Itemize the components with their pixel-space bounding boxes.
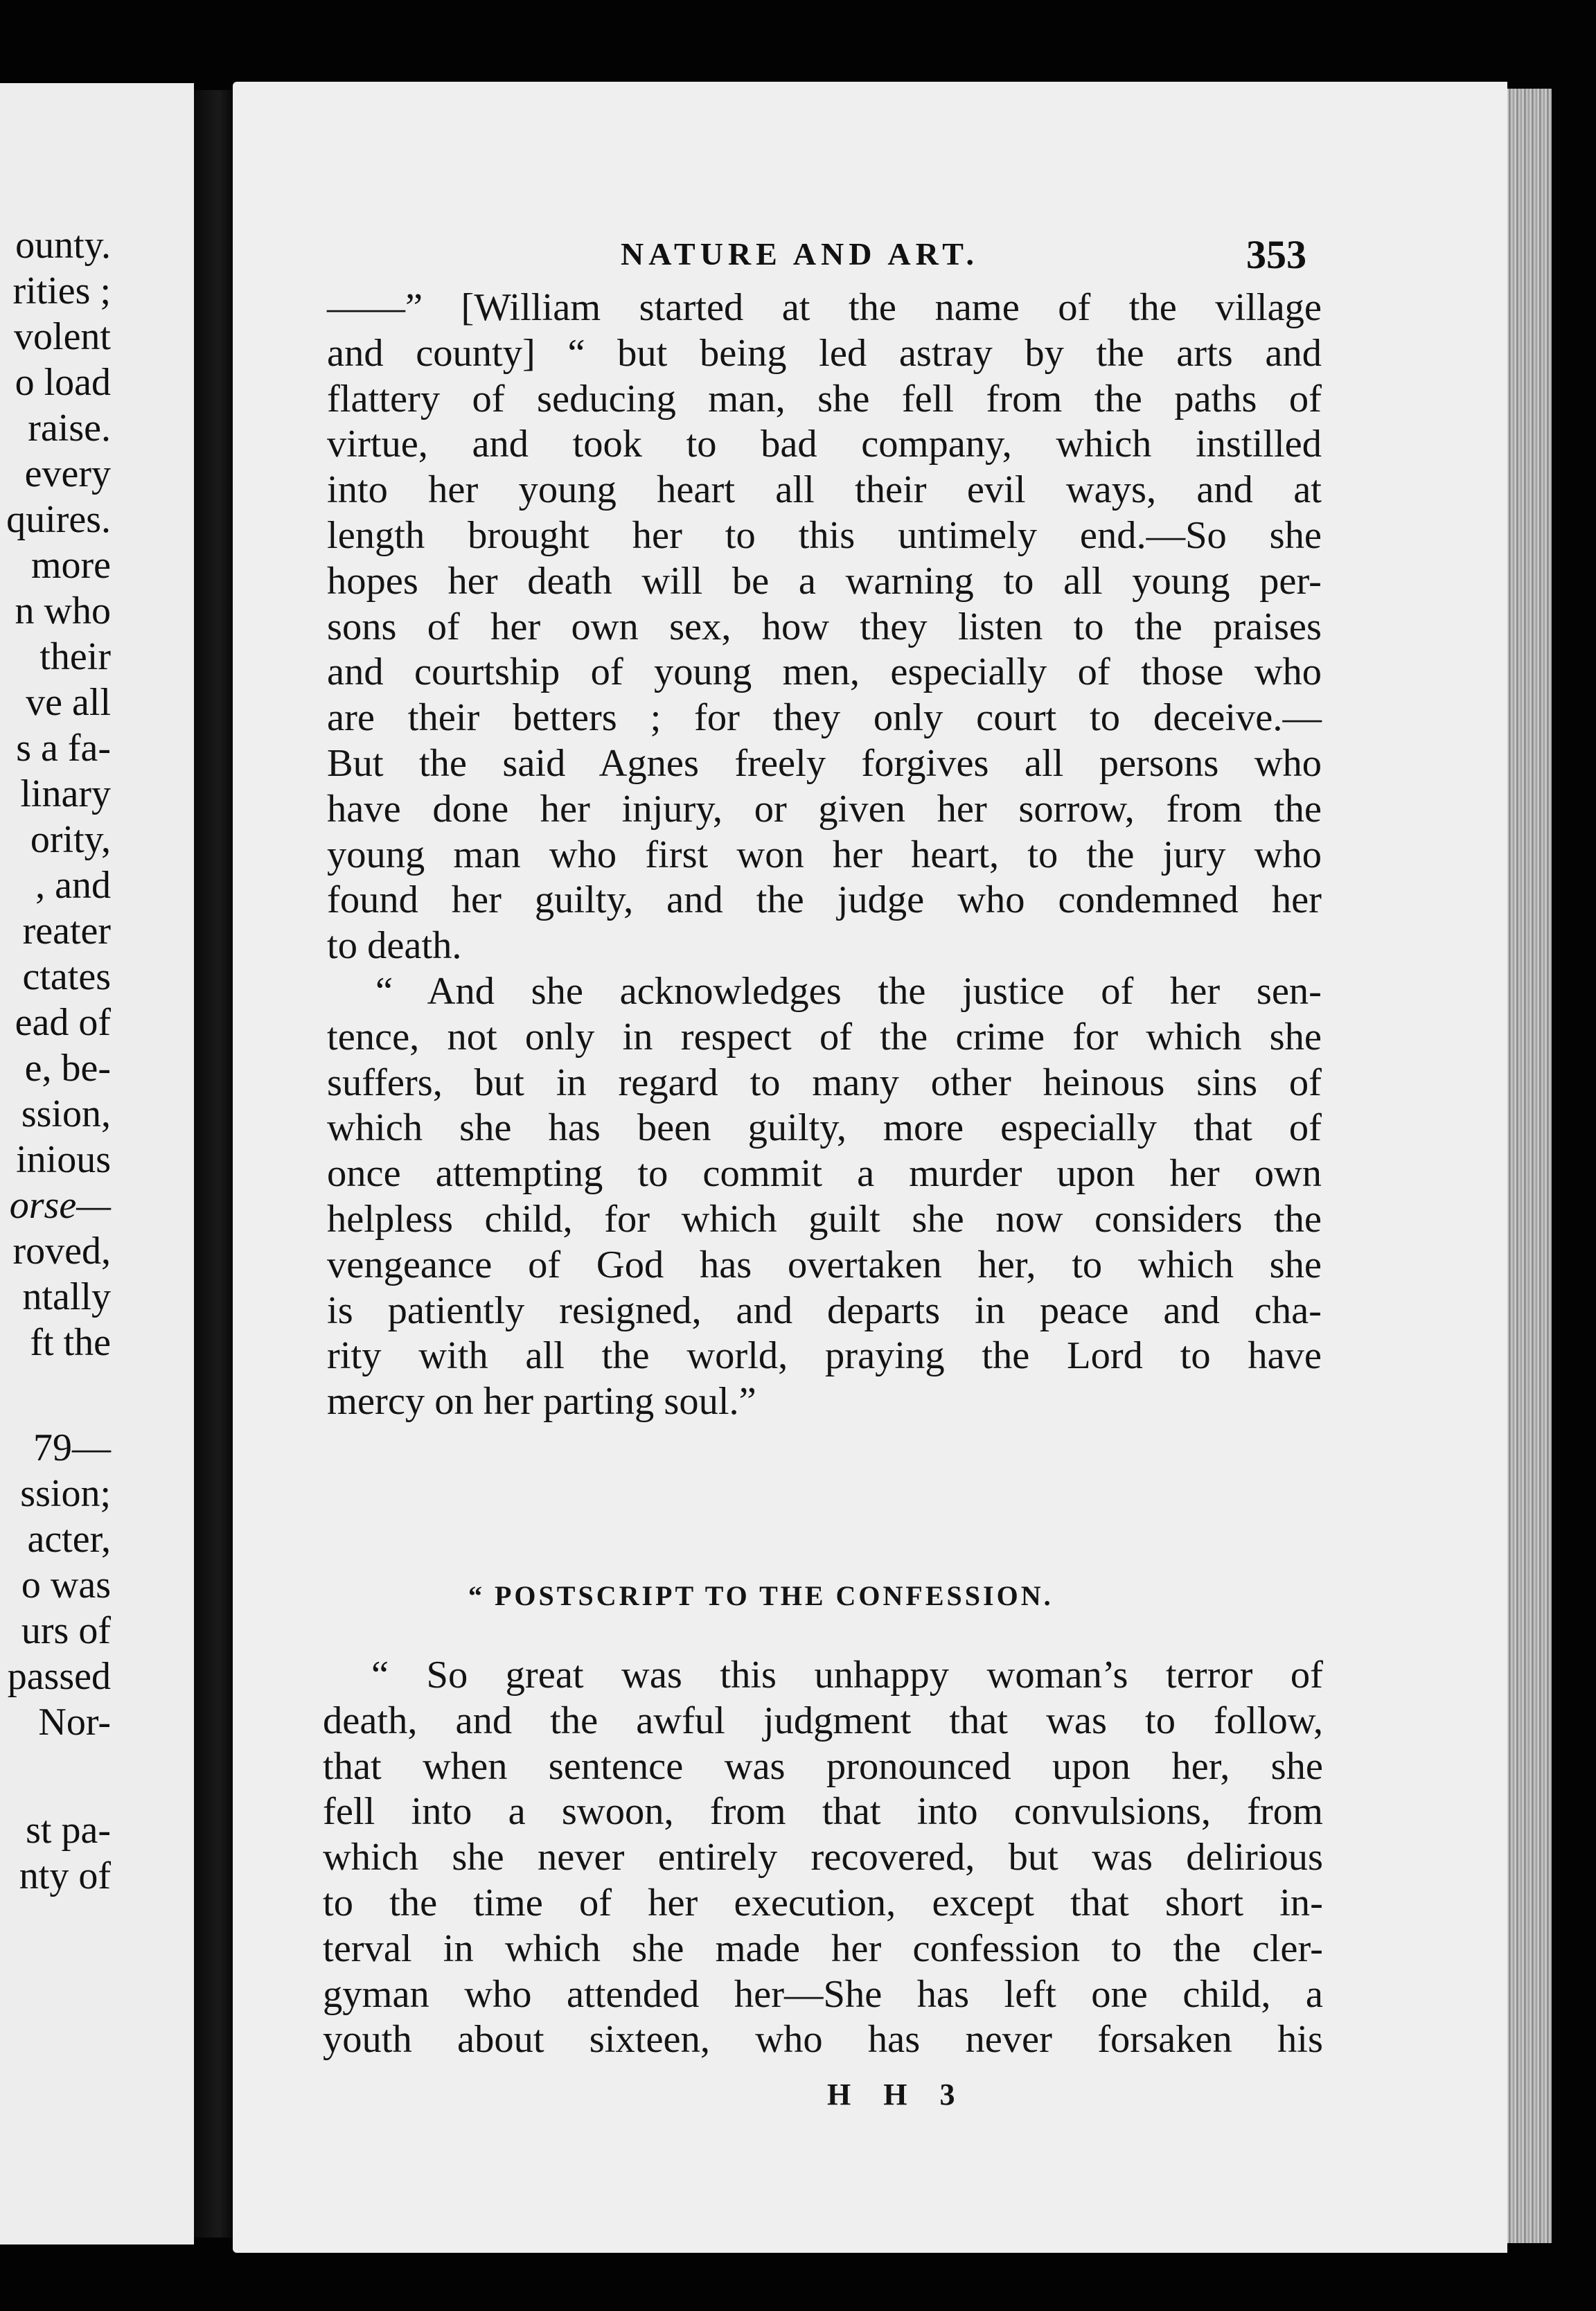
text-line: into her young heart all their evil ways, and at <box>327 468 1322 512</box>
text-line: are their betters ; for they only court to deceive.— <box>327 696 1322 740</box>
text-line: ——” [William started at the name of the village <box>327 286 1322 329</box>
previous-page-text-fragment: linary <box>20 772 111 815</box>
text-line: fell into a swoon, from that into convulsions, from <box>323 1790 1323 1834</box>
previous-page-text-fragment: acter, <box>27 1518 111 1561</box>
previous-page-text-fragment: urs of <box>21 1609 111 1652</box>
text-line: “ And she acknowledges the justice of her sen- <box>375 969 1322 1013</box>
previous-page-text-fragment: ve all <box>26 681 111 724</box>
book-gutter <box>194 90 236 2238</box>
text-line: found her guilty, and the judge who condemned her <box>327 878 1322 922</box>
previous-page-text-fragment: s a fa- <box>16 727 111 770</box>
previous-page-text-fragment: raise. <box>28 407 111 450</box>
text-line: and courtship of young men, especially of those who <box>327 650 1322 694</box>
previous-page-fragment <box>0 83 194 2244</box>
text-line: have done her injury, or given her sorrow, from the <box>327 787 1322 831</box>
text-line: helpless child, for which guilt she now considers the <box>327 1197 1322 1241</box>
previous-page-text-fragment: , and <box>35 864 111 907</box>
previous-page-text-fragment: ead of <box>15 1001 111 1044</box>
previous-page-text-fragment: o was <box>21 1564 111 1606</box>
previous-page-text-fragment: passed <box>7 1655 111 1698</box>
text-line: sons of her own sex, how they listen to the praises <box>327 605 1322 648</box>
text-line: tence, not only in respect of the crime for which she <box>327 1015 1322 1059</box>
text-line: once attempting to commit a murder upon her own <box>327 1152 1322 1196</box>
previous-page-text-fragment: inious <box>16 1138 111 1181</box>
text-line: death, and the awful judgment that was to follow, <box>323 1699 1323 1742</box>
text-line: virtue, and took to bad company, which instilled <box>327 423 1322 466</box>
text-line: which she has been guilty, more especially that of <box>327 1106 1322 1150</box>
previous-page-text-fragment: volent <box>14 315 111 358</box>
previous-page-text-fragment: o load <box>15 361 111 404</box>
text-line: length brought her to this untimely end.—So she <box>327 513 1322 557</box>
text-line: suffers, but in regard to many other heinous sins of <box>327 1061 1322 1104</box>
page-353 <box>233 82 1507 2253</box>
previous-page-text-fragment: e, be- <box>24 1047 111 1090</box>
previous-page-text-fragment: st pa- <box>26 1809 111 1852</box>
previous-page-text-fragment: ft the <box>30 1321 111 1364</box>
previous-page-text-fragment: ctates <box>22 955 111 998</box>
text-line: vengeance of God has overtaken her, to which she <box>327 1243 1322 1286</box>
text-line: to death. <box>327 924 462 968</box>
text-line: “ So great was this unhappy woman’s terror of <box>371 1654 1323 1697</box>
text-line: flattery of seducing man, she fell from the paths of <box>327 377 1322 420</box>
page-header <box>233 232 1507 284</box>
previous-page-text-fragment: reater <box>22 910 111 953</box>
previous-page-text-fragment: orse— <box>9 1184 111 1227</box>
text-line: that when sentence was pronounced upon her, she <box>323 1744 1323 1788</box>
previous-page-text-fragment: roved, <box>12 1230 111 1273</box>
text-line: young man who first won her heart, to the jury who <box>327 833 1322 876</box>
previous-page-text-fragment: ounty. <box>15 224 111 267</box>
previous-page-text-fragment: ssion, <box>21 1092 111 1135</box>
text-line: is patiently resigned, and departs in peace and cha- <box>327 1289 1322 1332</box>
text-line: gyman who attended her—She has left one child, a <box>323 1972 1323 2016</box>
previous-page-text-fragment: ntally <box>22 1275 111 1318</box>
text-line: and county] “ but being led astray by the arts and <box>327 331 1322 375</box>
text-line: But the said Agnes freely forgives all persons who <box>327 741 1322 785</box>
previous-page-text-fragment: rities ; <box>12 269 111 312</box>
previous-page-text-fragment: 79— <box>33 1426 111 1469</box>
text-line: to the time of her execution, except that short in- <box>323 1881 1323 1924</box>
previous-page-text-fragment: ssion; <box>20 1472 111 1515</box>
previous-page-text-fragment: Nor- <box>38 1701 111 1744</box>
postscript-heading: “ POSTSCRIPT TO THE CONFESSION. <box>468 1580 1054 1611</box>
previous-page-text-fragment: n who <box>15 590 111 632</box>
text-line: which she never entirely recovered, but was delirious <box>323 1836 1323 1879</box>
text-line: youth about sixteen, who has never forsaken his <box>323 2018 1323 2062</box>
previous-page-text-fragment: every <box>24 452 111 495</box>
text-line: terval in which she made her confession to the cler- <box>323 1927 1323 1970</box>
postscript-text <box>323 1653 1323 2063</box>
previous-page-text-fragment: more <box>30 544 111 587</box>
body-text <box>327 285 1322 1425</box>
page-number: 353 <box>1246 232 1306 277</box>
previous-page-text-fragment: ority, <box>30 818 111 861</box>
running-title: NATURE AND ART. <box>621 236 979 272</box>
text-line: mercy on her parting soul.” <box>327 1380 756 1424</box>
previous-page-text-fragment: quires. <box>6 498 111 541</box>
signature-mark: H H 3 <box>827 2078 968 2111</box>
previous-page-text-fragment: nty of <box>19 1854 111 1897</box>
previous-page-text-fragment: their <box>39 635 111 678</box>
text-line: rity with all the world, praying the Lord to have <box>327 1334 1322 1378</box>
text-line: hopes her death will be a warning to all young per- <box>327 559 1322 603</box>
